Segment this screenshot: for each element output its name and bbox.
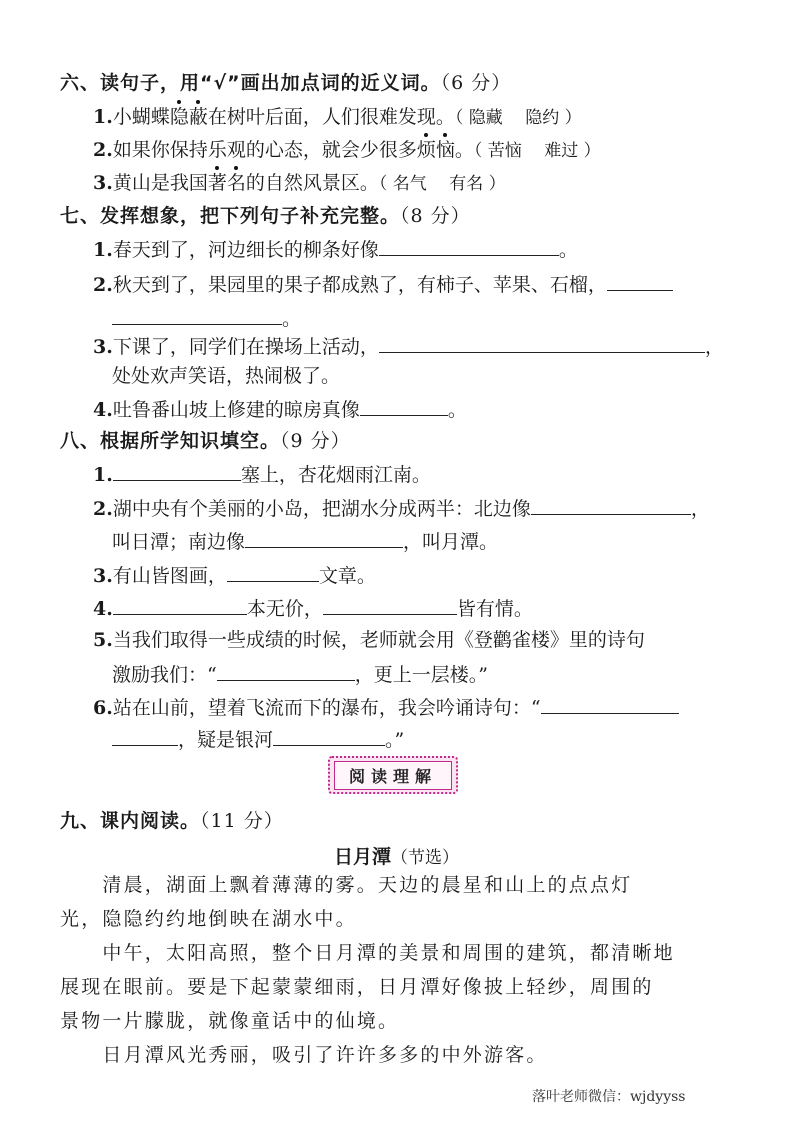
section-8-title: 八、根据所学知识填空。 [60, 430, 281, 452]
passage-title [0, 842, 793, 869]
question-text: 。” [385, 729, 405, 751]
question-number: 2. [93, 498, 113, 520]
choice-options[interactable]: （ 名气 有名 ） [378, 174, 506, 194]
section-9-points: （11 分） [200, 810, 284, 832]
question-number: 3. [93, 172, 113, 194]
dotted-char: 著 [207, 172, 227, 194]
question-text: 的自然风景区。 [245, 172, 379, 194]
question-text: 有山皆图画， [112, 565, 227, 587]
question-text: 当我们取得一些成绩的时候，老师就会用《登鹳雀楼》里的诗句 [112, 629, 645, 651]
s6-question-3 [93, 170, 506, 197]
answer-blank[interactable] [113, 460, 241, 481]
passage-title-text: 日月潭 [333, 846, 391, 868]
question-text: 文章。 [318, 565, 376, 587]
question-number: 1. [93, 464, 113, 486]
question-text: 如果你保持乐观的心态，就会少很多 [112, 139, 417, 161]
footer-contact: 落叶老师微信：wjdyyss [532, 1089, 686, 1105]
question-text: ，疑是银河 [178, 729, 274, 751]
section-9-title: 九、课内阅读。 [60, 810, 201, 832]
question-number: 2. [93, 139, 113, 161]
passage-subtitle: （节选） [391, 848, 459, 868]
answer-blank[interactable] [112, 304, 282, 325]
question-text: 秋天到了，果园里的果子都成熟了，有柿子、苹果、石榴， [112, 274, 607, 296]
question-text: 春天到了，河边细长的柳条好像 [112, 239, 379, 261]
question-number: 4. [93, 598, 113, 620]
passage-line: 景物一片朦胧，就像童话中的仙境。 [60, 1010, 400, 1032]
dotted-char: 隐 [169, 106, 189, 128]
punctuation: 。 [282, 308, 302, 330]
question-number: 3. [93, 565, 113, 587]
section-7-heading [60, 203, 471, 229]
passage-line: 清晨，湖面上飘着薄薄的雾。天边的晨星和山上的点点灯 [60, 874, 633, 896]
s8-question-4 [93, 594, 533, 622]
punctuation: ， [690, 498, 710, 520]
dotted-char: 名 [226, 172, 246, 194]
section-9-heading [60, 808, 284, 834]
punctuation: ， [704, 336, 724, 358]
s7-question-4 [93, 395, 467, 423]
passage-line: 中午，太阳高照，整个日月潭的美景和周围的建筑，都清晰地 [60, 942, 675, 964]
passage-line: 日月潭风光秀丽，吸引了许许多多的中外游客。 [60, 1044, 548, 1066]
s8-question-5-cont [112, 660, 488, 688]
section-8-points: （9 分） [280, 430, 351, 452]
question-text: 小蝴蝶 [112, 106, 170, 128]
passage-line: 展现在眼前。要是下起蒙蒙细雨，日月潭好像披上轻纱，周围的 [60, 976, 654, 998]
question-text: 激励我们：“ [112, 664, 217, 686]
question-text: 叫日潭；南边像 [112, 531, 246, 553]
question-text: 下课了，同学们在操场上活动， [112, 336, 379, 358]
answer-blank[interactable] [112, 725, 178, 746]
question-text: 塞上，杏花烟雨江南。 [240, 464, 431, 486]
question-number: 6. [93, 697, 113, 719]
punctuation: 。 [447, 399, 467, 421]
answer-blank[interactable] [379, 332, 705, 353]
s8-question-6-cont [112, 725, 404, 753]
question-text: ，更上一层楼。” [354, 664, 488, 686]
reading-section-badge [328, 756, 458, 794]
s7-question-1 [93, 235, 578, 263]
s6-question-2 [93, 137, 601, 164]
question-number: 5. [93, 629, 113, 651]
choice-options[interactable]: （ 苦恼 难过 ） [473, 141, 601, 161]
s8-question-2-cont [112, 527, 498, 555]
passage-line: 光，隐隐约约地倒映在湖水中。 [60, 908, 357, 930]
question-number: 1. [93, 239, 113, 261]
question-text: 黄山是我国 [112, 172, 208, 194]
question-text: 湖中央有个美丽的小岛，把湖水分成两半：北边像 [112, 498, 531, 520]
answer-blank[interactable] [245, 527, 403, 548]
choice-options[interactable]: （ 隐藏 隐约 ） [454, 108, 582, 128]
section-6-points: （6 分） [440, 72, 512, 94]
question-number: 4. [93, 399, 113, 421]
s6-question-1 [93, 104, 582, 131]
s7-question-3-cont [112, 363, 340, 389]
answer-blank[interactable] [323, 594, 457, 615]
question-number: 1. [93, 106, 113, 128]
s8-question-3 [93, 561, 376, 589]
question-number: 2. [93, 274, 113, 296]
punctuation: 。 [558, 239, 578, 261]
question-text: 处处欢声笑语，热闹极了。 [112, 365, 341, 387]
passage-body [60, 868, 740, 1072]
section-6-heading [60, 70, 511, 96]
s8-question-2 [93, 494, 710, 522]
question-text: 皆有情。 [456, 598, 533, 620]
s8-question-6 [93, 693, 679, 721]
question-text: 在树叶后面，人们很难发现。 [207, 106, 455, 128]
s7-question-3 [93, 332, 724, 360]
answer-blank[interactable] [360, 395, 448, 416]
question-text: 。 [454, 139, 474, 161]
question-text: 站在山前，望着飞流而下的瀑布，我会吟诵诗句：“ [112, 697, 541, 719]
answer-blank[interactable] [531, 494, 691, 515]
badge-label: 阅读理解 [334, 761, 452, 790]
question-text: 吐鲁番山坡上修建的晾房真像 [112, 399, 360, 421]
answer-blank[interactable] [379, 235, 559, 256]
section-7-points: （8 分） [400, 205, 471, 227]
answer-blank[interactable] [607, 270, 673, 291]
s8-question-5 [93, 627, 645, 653]
section-8-heading [60, 428, 351, 454]
s8-question-1 [93, 460, 431, 488]
s7-question-2 [93, 270, 673, 298]
question-number: 3. [93, 336, 113, 358]
answer-blank[interactable] [227, 561, 319, 582]
answer-blank[interactable] [113, 594, 247, 615]
answer-blank[interactable] [273, 725, 385, 746]
dotted-char: 蔽 [188, 106, 208, 128]
answer-blank[interactable] [217, 660, 355, 681]
question-text: ，叫月潭。 [403, 531, 499, 553]
answer-blank[interactable] [541, 693, 679, 714]
question-text: 本无价， [246, 598, 323, 620]
section-6-title: 六、读句子，用“√”画出加点词的近义词。 [60, 72, 441, 94]
section-7-title: 七、发挥想象，把下列句子补充完整。 [60, 205, 401, 227]
dotted-char: 烦 [416, 139, 436, 161]
dotted-char: 恼 [435, 139, 455, 161]
s7-question-2-cont [112, 304, 301, 332]
